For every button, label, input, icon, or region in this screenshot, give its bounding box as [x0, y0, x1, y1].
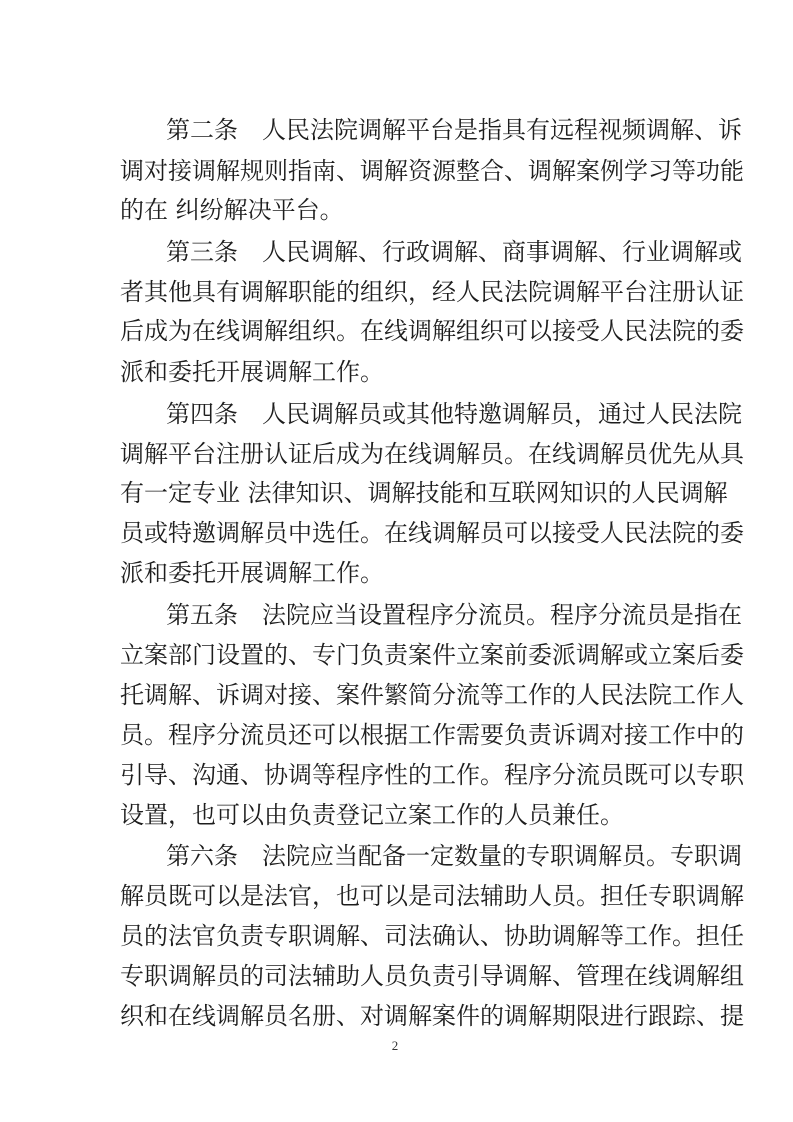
article-5-line-4: 员。程序分流员还可以根据工作需要负责诉调对接工作中的 [120, 721, 744, 749]
article-4-line-4: 员或特邀调解员中选任。在线调解员可以接受人民法院的委 [120, 519, 744, 547]
article-5-line-6: 设置，也可以由负责登记立案工作的人员兼任。 [120, 801, 624, 829]
article-4-line-2: 调解平台注册认证后成为在线调解员。在线调解员优先从具 [120, 440, 744, 468]
article-5-line-2: 立案部门设置的、专门负责案件立案前委派调解或立案后委 [120, 641, 744, 669]
page-number: 2 [391, 1038, 399, 1053]
article-3-line-3: 后成为在线调解组织。在线调解组织可以接受人民法院的委 [120, 317, 744, 345]
article-5-line-5: 引导、沟通、协调等程序性的工作。程序分流员既可以专职 [120, 761, 744, 789]
article-3-line-2: 者其他具有调解职能的组织，经人民法院调解平台注册认证 [120, 278, 744, 306]
article-2-line-3: 的在 纠纷解决平台。 [120, 196, 344, 224]
article-6-line-4: 专职调解员的司法辅助人员负责引导调解、管理在线调解组 [120, 962, 744, 990]
article-4-line-3: 有一定专业 法律知识、调解技能和互联网知识的人民调解 [120, 479, 728, 507]
article-6-line-5: 织和在线调解员名册、对调解案件的调解期限进行跟踪、提 [120, 1002, 744, 1030]
article-6-line-1: 第六条 法院应当配备一定数量的专职调解员。专职调 [166, 842, 742, 870]
article-4-line-5: 派和委托开展调解工作。 [120, 559, 384, 587]
article-3-line-4: 派和委托开展调解工作。 [120, 358, 384, 386]
article-5-line-1: 第五条 法院应当设置程序分流员。程序分流员是指在 [166, 601, 742, 629]
article-2-line-2: 调对接调解规则指南、调解资源整合、调解案例学习等功能 [120, 157, 744, 185]
article-5-line-3: 托调解、诉调对接、案件繁简分流等工作的人民法院工作人 [120, 681, 744, 709]
article-3-line-1: 第三条 人民调解、行政调解、商事调解、行业调解或 [166, 238, 742, 266]
article-6-line-3: 员的法官负责专职调解、司法确认、协助调解等工作。担任 [120, 922, 744, 950]
article-6-line-2: 解员既可以是法官，也可以是司法辅助人员。担任专职调解 [120, 882, 744, 910]
article-2-line-1: 第二条 人民法院调解平台是指具有远程视频调解、诉 [166, 116, 742, 144]
article-4-line-1: 第四条 人民调解员或其他特邀调解员，通过人民法院 [166, 400, 742, 428]
